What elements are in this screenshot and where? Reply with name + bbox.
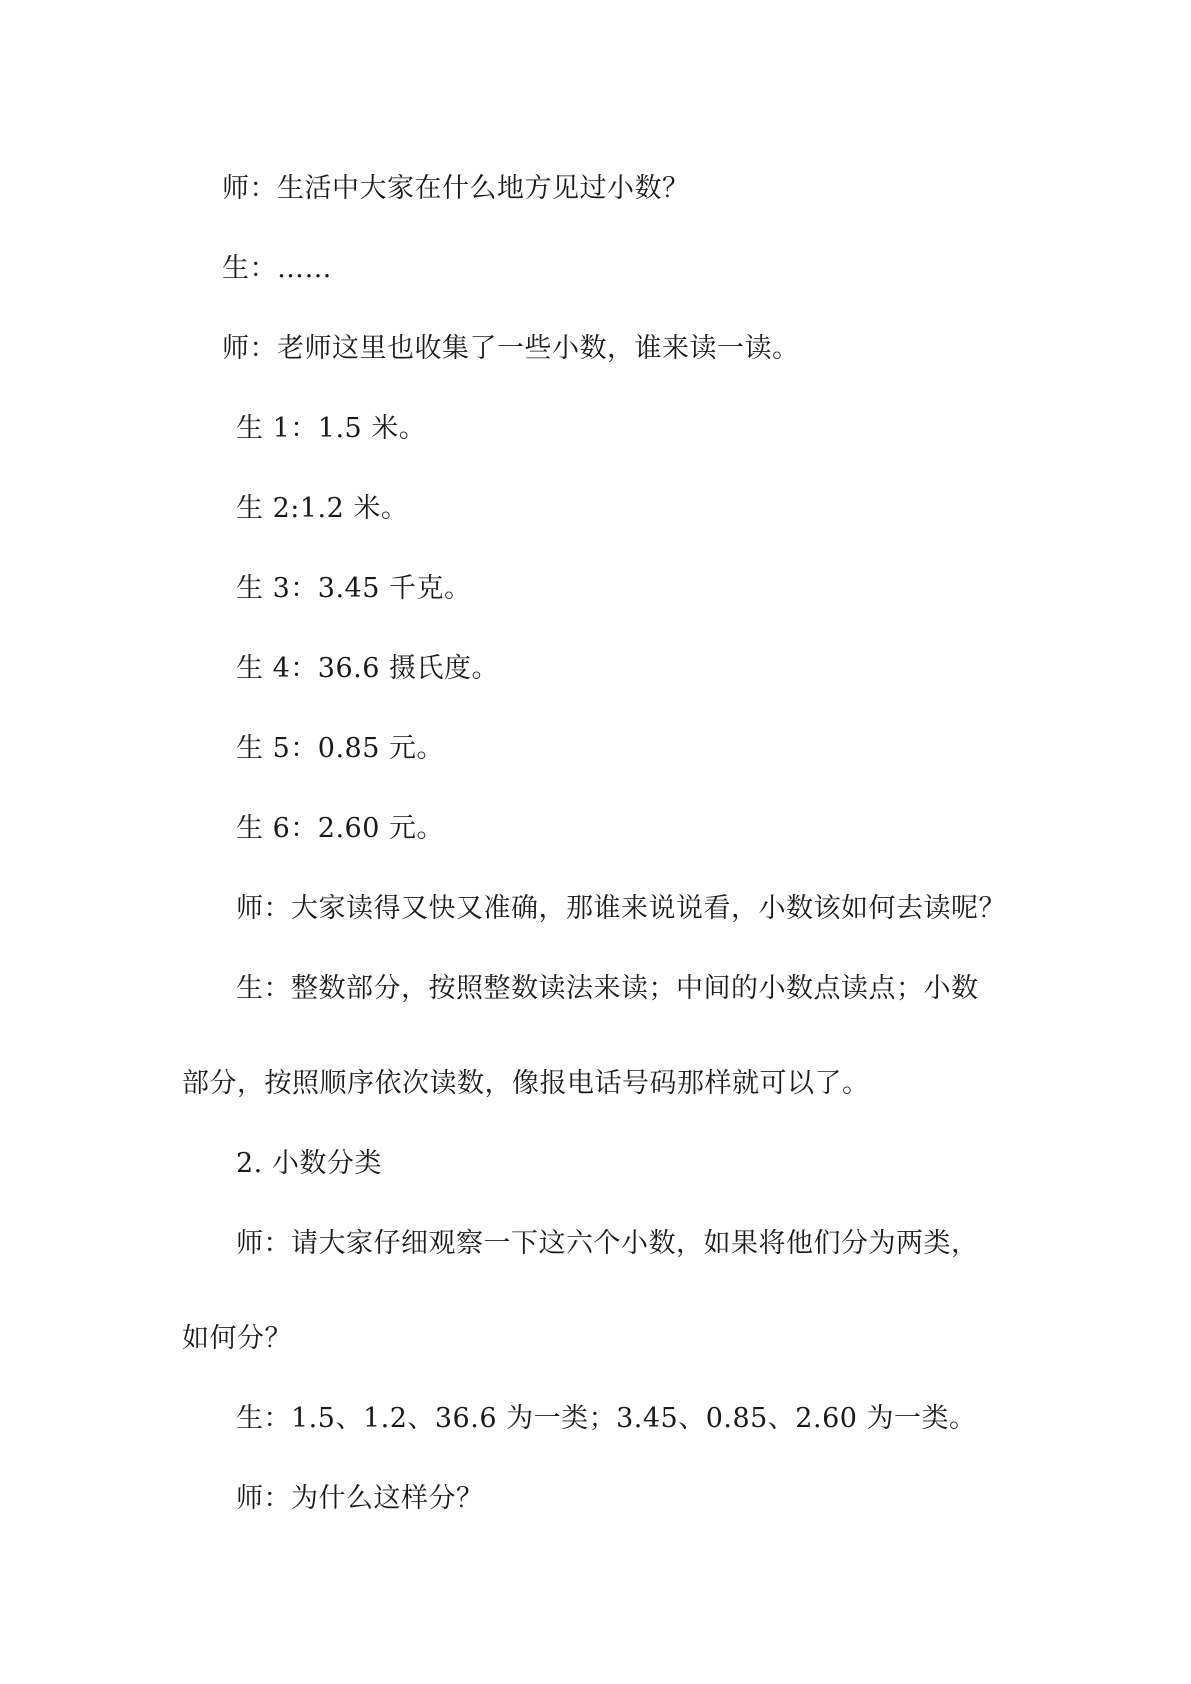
text-line: 生 2:1.2 米。	[236, 493, 409, 524]
text-line: 生 1：1.5 米。	[236, 413, 427, 444]
text-line: 生：……	[222, 253, 332, 284]
text-line: 生 4：36.6 摄氏度。	[236, 653, 499, 684]
text-line: 生：整数部分，按照整数读法来读；中间的小数点读点；小数	[236, 973, 979, 1004]
section-heading: 2. 小数分类	[236, 1148, 382, 1179]
text-line: 师：生活中大家在什么地方见过小数？	[222, 173, 690, 204]
text-line: 生 5：0.85 元。	[236, 733, 444, 764]
text-line: 如何分？	[182, 1323, 292, 1354]
text-line: 部分，按照顺序依次读数，像报电话号码那样就可以了。	[182, 1068, 870, 1099]
text-line: 师：请大家仔细观察一下这六个小数，如果将他们分为两类，	[236, 1228, 979, 1259]
text-line: 师：老师这里也收集了一些小数，谁来读一读。	[222, 333, 800, 364]
text-line: 师：为什么这样分？	[236, 1483, 484, 1514]
text-line: 师：大家读得又快又准确，那谁来说说看，小数该如何去读呢？	[236, 893, 1006, 924]
text-line: 生 3：3.45 千克。	[236, 573, 472, 604]
text-line: 生 6：2.60 元。	[236, 813, 444, 844]
text-line: 生：1.5、1.2、36.6 为一类；3.45、0.85、2.60 为一类。	[236, 1403, 977, 1434]
